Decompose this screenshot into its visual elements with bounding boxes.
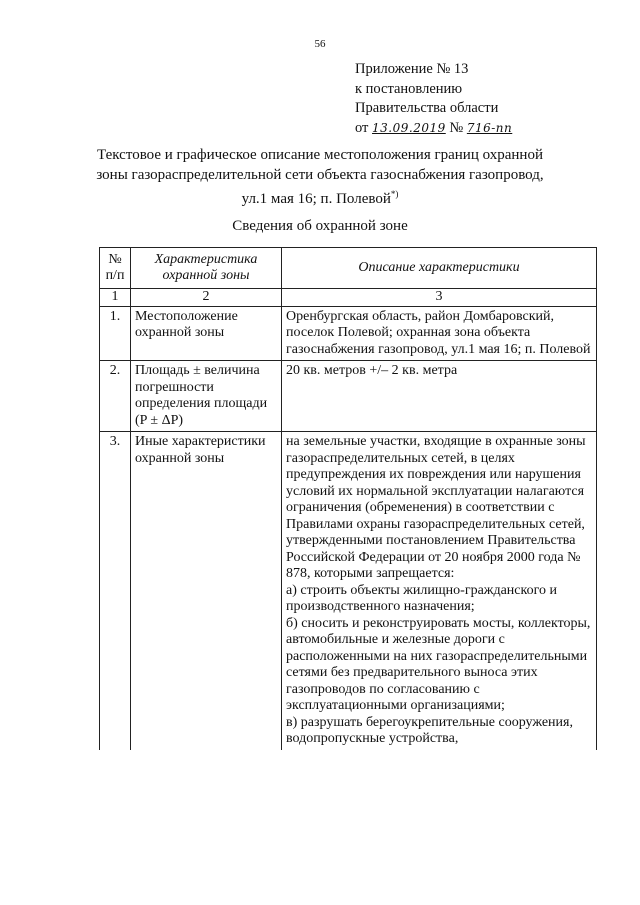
page-number: 56: [314, 38, 326, 50]
description-item-b: б) сносить и реконструировать мосты, коллекторы, автомобильные и железные дороги с расположенными на них газораспределительными сетями без предварительного выноса этих газопроводов по согласованию с эксплуатационными организациями;: [286, 615, 591, 713]
table-row: [100, 306, 597, 361]
row-characteristic: Площадь ± величина погрешности определения площади (P ± ΔP): [131, 361, 282, 432]
table-header-row: [100, 248, 597, 289]
row-number: 2.: [100, 361, 131, 432]
appendix-line-1: Приложение № 13: [355, 61, 469, 77]
handwritten-date: 13.09.2019: [372, 120, 446, 135]
table-row: [100, 361, 597, 432]
date-prefix: от: [355, 119, 369, 136]
appendix-block: [355, 60, 512, 138]
description-paragraph: на земельные участки, входящие в охранные зоны газораспределительных сетей, в целях предупреждения их повреждения или нарушения условий их нормальной эксплуатации налагаются ограничения (обременения) в соответствии с Правилами охраны газораспределительных сетей, утвержденными постановлением Правительства Российской Федерации от 20 ноября 2000 года № 878, которыми запрещается:: [286, 434, 586, 581]
zone-info-table: [99, 247, 597, 750]
description-item-a: а) строить объекты жилищно-гражданского и производственного назначения;: [286, 582, 557, 614]
appendix-line-3: Правительства области: [355, 100, 499, 116]
index-cell: 2: [131, 289, 282, 307]
row-description: [282, 432, 597, 750]
row-characteristic: Местоположение охранной зоны: [131, 306, 282, 361]
header-characteristic: Характеристика охранной зоны: [131, 248, 282, 289]
row-number: 3.: [100, 432, 131, 750]
row-description: Оренбургская область, район Домбаровский, поселок Полевой; охранная зона объекта газоснабжения газопровод, ул.1 мая 16; п. Полевой: [282, 306, 597, 361]
header-description: Описание характеристики: [282, 248, 597, 289]
footnote-mark: *): [390, 189, 399, 199]
row-number: 1.: [100, 306, 131, 361]
row-characteristic: Иные характеристики охранной зоны: [131, 432, 282, 750]
index-cell: 1: [100, 289, 131, 307]
handwritten-number: 716-пп: [466, 120, 513, 135]
number-prefix: №: [449, 119, 464, 136]
document-title: [90, 146, 550, 210]
header-number: № п/п: [100, 248, 131, 289]
row-description: 20 кв. метров +/– 2 кв. метра: [282, 361, 597, 432]
appendix-line-2: к постановлению: [355, 80, 463, 97]
title-text: Текстовое и графическое описание местоположения границ охранной зоны газораспределительной сети объекта газоснабжения газопровод, ул.1 мая 16; п. Полевой: [96, 147, 544, 207]
description-item-v: в) разрушать берегоукрепительные сооружения, водопропускные устройства,: [286, 714, 573, 746]
appendix-date-line: [355, 119, 512, 139]
section-heading: Сведения об охранной зоне: [232, 218, 408, 234]
table-row: [100, 432, 597, 750]
index-cell: 3: [282, 289, 597, 307]
table-index-row: [100, 289, 597, 307]
